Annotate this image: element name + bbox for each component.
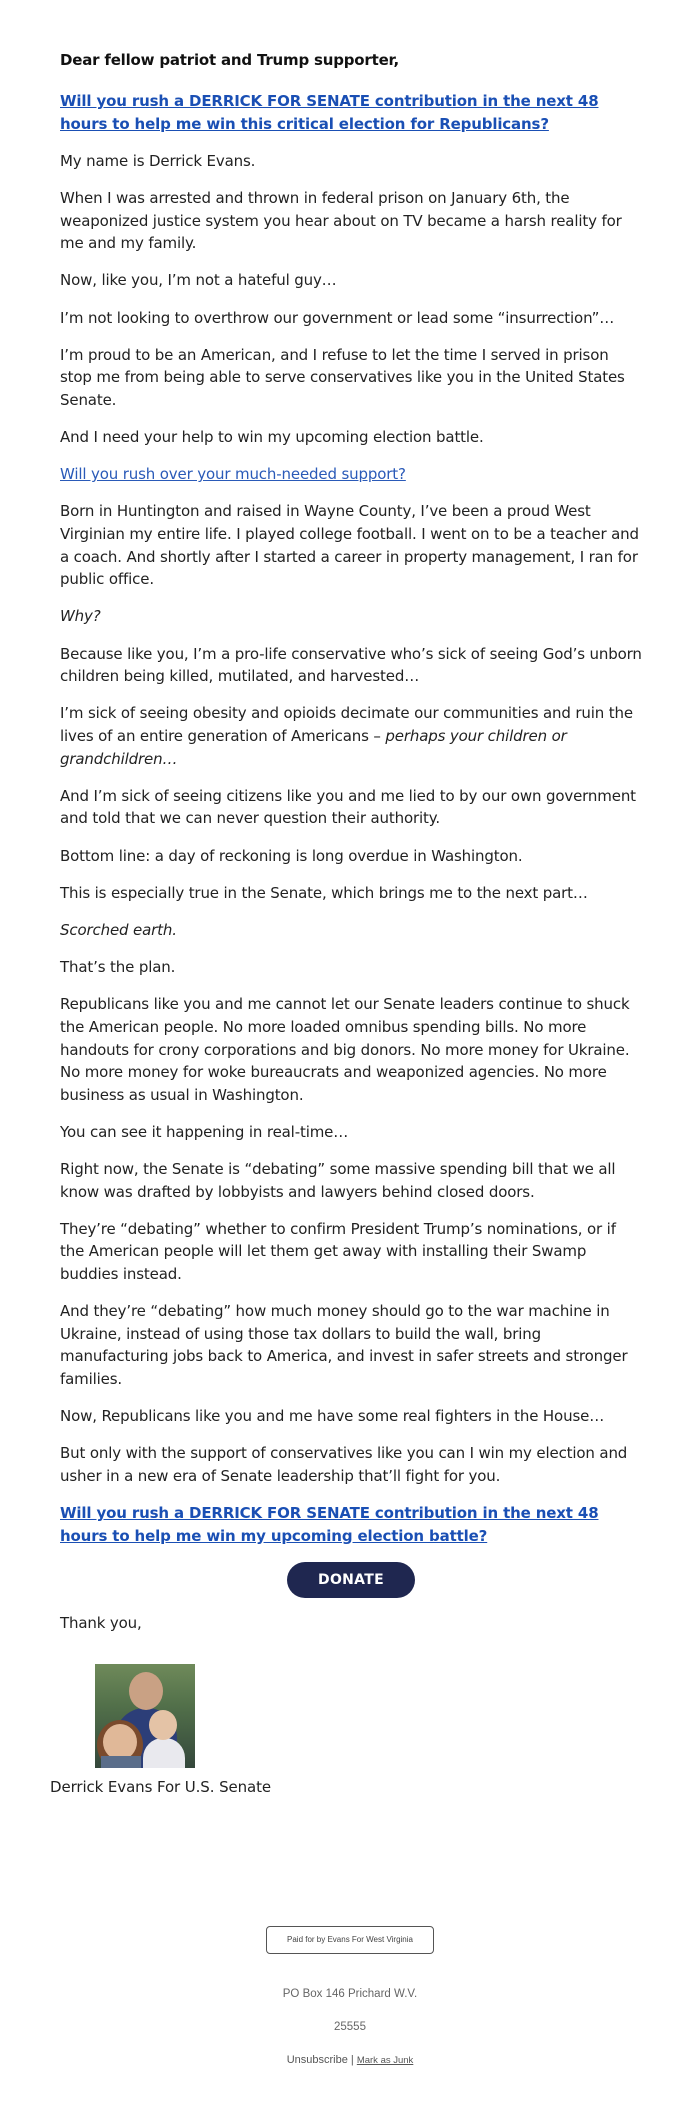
- photo-figure: [103, 1724, 137, 1760]
- donate-link-top[interactable]: Will you rush a DERRICK FOR SENATE contribution in the next 48 hours to help me win this critical election for Republicans?: [60, 92, 599, 133]
- closing: Thank you,: [60, 1613, 142, 1632]
- paragraph: [60, 605, 642, 628]
- paragraph: But only with the support of conservatives like you can I win my election and usher in a new era of Senate leadership that’ll fight for you.: [60, 1444, 628, 1485]
- paragraph: Because like you, I’m a pro-life conservative who’s sick of seeing God’s unborn children being killed, mutilated, and harvested…: [60, 644, 642, 686]
- paragraph: I’m proud to be an American, and I refuse to let the time I served in prison stop me from being able to serve conservatives like you in the United States Senate.: [60, 345, 625, 409]
- footer-links: [0, 2054, 700, 2066]
- mailing-address: PO Box 146 Prichard W.V.: [282, 1988, 418, 2000]
- salutation: Dear fellow patriot and Trump supporter,: [60, 51, 400, 69]
- paragraph: You can see it happening in real-time…: [60, 1122, 349, 1141]
- paragraph: Now, like you, I’m not a hateful guy…: [60, 271, 337, 290]
- mailing-zip: 25555: [334, 2021, 366, 2033]
- paragraph: And I’m sick of seeing citizens like you and me lied to by our own government and told that we can never question their authority.: [60, 786, 636, 828]
- paragraph: Born in Huntington and raised in Wayne County, I’ve been a proud West Virginian my entire life. I played college football. I went on to be a teacher and a coach. And shortly after I started a career in property management, I ran for public office.: [60, 502, 639, 589]
- donate-button[interactable]: DONATE: [287, 1562, 415, 1598]
- italic-text: Scorched earth.: [60, 920, 177, 939]
- paragraph: This is especially true in the Senate, which brings me to the next part…: [60, 883, 588, 902]
- unsubscribe-link[interactable]: Unsubscribe: [286, 2054, 348, 2066]
- paragraph: Right now, the Senate is “debating” some massive spending bill that we all know was drafted by lobbyists and lawyers behind closed doors.: [60, 1160, 616, 1201]
- paragraph: That’s the plan.: [60, 958, 176, 977]
- paragraph: They’re “debating” whether to confirm President Trump’s nominations, or if the American people will let them get away with installing their Swamp buddies instead.: [60, 1219, 616, 1284]
- italic-text: Why?: [60, 607, 101, 626]
- italic-text: perhaps your children or grandchildren…: [60, 727, 567, 768]
- paragraph: My name is Derrick Evans.: [60, 151, 256, 170]
- paragraph: Now, Republicans like you and me have some real fighters in the House…: [60, 1407, 605, 1426]
- candidate-family-photo: [95, 1664, 195, 1768]
- paid-for-disclaimer: Paid for by Evans For West Virginia: [266, 1926, 434, 1954]
- paragraph: And they’re “debating” how much money should go to the war machine in Ukraine, instead of using those tax dollars to build the wall, bring manufacturing jobs back to America, and invest in safer streets and stronger families.: [60, 1302, 628, 1388]
- signature: Derrick Evans For U.S. Senate: [50, 1778, 272, 1796]
- paragraph: [60, 919, 642, 942]
- paragraph: And I need your help to win my upcoming election battle.: [60, 428, 484, 447]
- photo-figure: [101, 1756, 141, 1768]
- paragraph-text: I’m sick of seeing obesity and opioids decimate our communities and ruin the lives of an entire generation of Americans –: [60, 704, 633, 745]
- paragraph: Bottom line: a day of reckoning is long overdue in Washington.: [60, 846, 523, 865]
- paragraph: [60, 702, 642, 770]
- paragraph: Republicans like you and me cannot let our Senate leaders continue to shuck the American people. No more loaded omnibus spending bills. No more handouts for crony corporations and big donors. No more money for Ukraine. No more money for woke bureaucrats and weaponized agencies. No more business as usual in Washington.: [60, 995, 630, 1104]
- donate-link-bottom[interactable]: Will you rush a DERRICK FOR SENATE contribution in the next 48 hours to help me win my upcoming election battle?: [60, 1504, 599, 1545]
- mark-as-junk-link[interactable]: Mark as Junk: [356, 2055, 414, 2066]
- photo-figure: [149, 1710, 177, 1740]
- letter-content: [60, 44, 642, 1649]
- paragraph: I’m not looking to overthrow our government or lead some “insurrection”…: [60, 308, 615, 327]
- donate-button-wrap: [60, 1562, 642, 1598]
- footer-separator: |: [347, 2054, 357, 2066]
- paragraph: When I was arrested and thrown in federal prison on January 6th, the weaponized justice system you hear about on TV became a harsh reality for me and my family.: [60, 188, 622, 253]
- support-link[interactable]: Will you rush over your much-needed support?: [60, 465, 406, 484]
- photo-figure: [129, 1672, 163, 1710]
- photo-figure: [143, 1738, 185, 1768]
